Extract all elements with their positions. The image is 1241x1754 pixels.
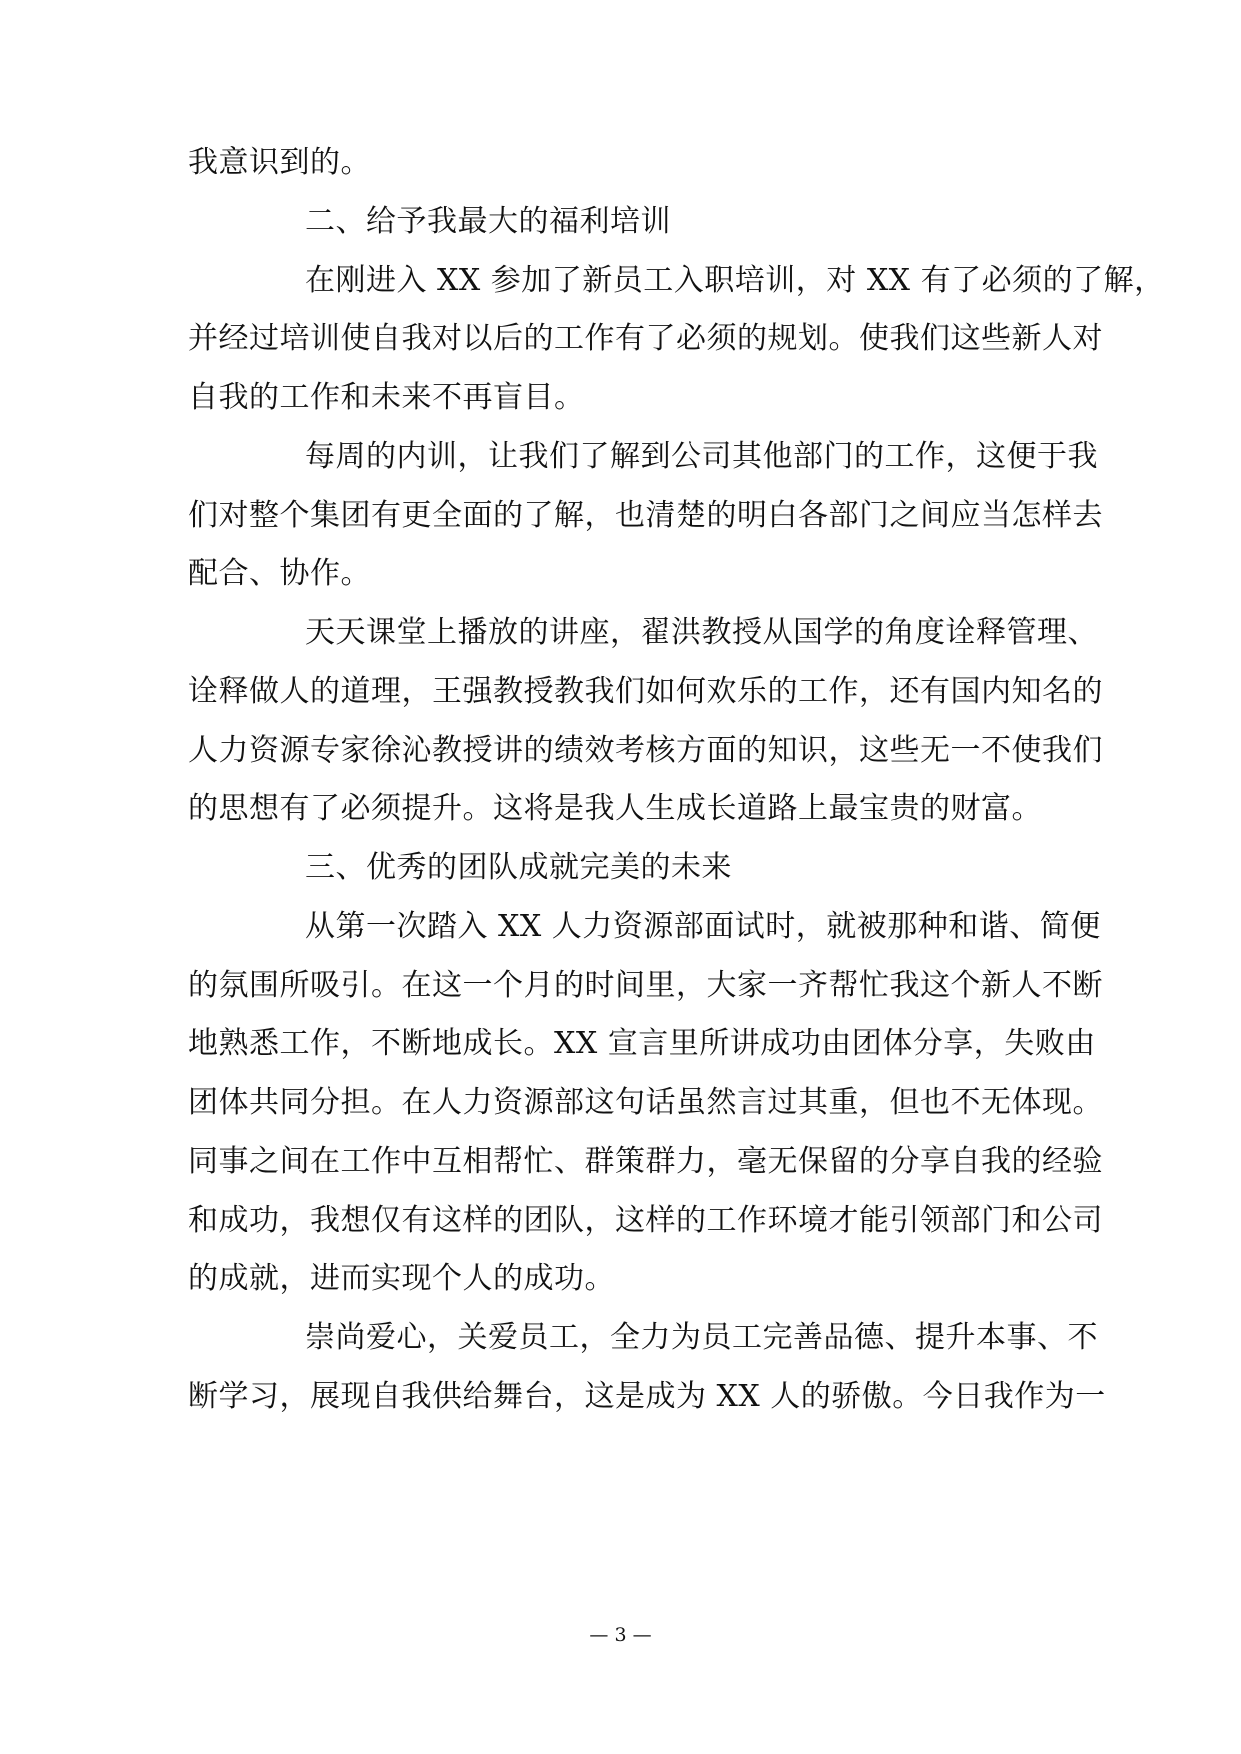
section-heading: 三、优秀的团队成就完美的未来 bbox=[305, 850, 732, 885]
text-line: 的成就，进而实现个人的成功。 bbox=[188, 1261, 615, 1296]
text-line: 诠释做人的道理，王强教授教我们如何欢乐的工作，还有国内知名的 bbox=[188, 674, 1103, 709]
paragraph-first-line: 崇尚爱心，关爱员工，全力为员工完善品德、提升本事、不 bbox=[305, 1320, 1098, 1355]
section-heading: 二、给予我最大的福利培训 bbox=[305, 204, 671, 239]
paragraph-first-line: 从第一次踏入 XX 人力资源部面试时，就被那种和谐、简便 bbox=[305, 909, 1101, 944]
text-line: 和成功，我想仅有这样的团队，这样的工作环境才能引领部门和公司 bbox=[188, 1203, 1103, 1238]
paragraph-first-line: 在刚进入 XX 参加了新员工入职培训，对 XX 有了必须的了解， bbox=[305, 263, 1165, 298]
text-line: 们对整个集团有更全面的了解，也清楚的明白各部门之间应当怎样去 bbox=[188, 498, 1103, 533]
text-line: 我意识到的。 bbox=[188, 145, 371, 180]
text-line: 的氛围所吸引。在这一个月的时间里，大家一齐帮忙我这个新人不断 bbox=[188, 968, 1103, 1003]
text-line: 的思想有了必须提升。这将是我人生成长道路上最宝贵的财富。 bbox=[188, 791, 1042, 826]
page-number: — 3 — bbox=[589, 1624, 652, 1646]
text-line: 人力资源专家徐沁教授讲的绩效考核方面的知识，这些无一不使我们 bbox=[188, 733, 1103, 768]
text-line: 自我的工作和未来不再盲目。 bbox=[188, 380, 585, 415]
text-line: 并经过培训使自我对以后的工作有了必须的规划。使我们这些新人对 bbox=[188, 321, 1103, 356]
paragraph-first-line: 每周的内训，让我们了解到公司其他部门的工作，这便于我 bbox=[305, 439, 1098, 474]
text-line: 同事之间在工作中互相帮忙、群策群力，毫无保留的分享自我的经验 bbox=[188, 1144, 1103, 1179]
text-line: 配合、协作。 bbox=[188, 556, 371, 591]
text-line: 断学习，展现自我供给舞台，这是成为 XX 人的骄傲。今日我作为一 bbox=[188, 1379, 1106, 1414]
text-line: 地熟悉工作，不断地成长。XX 宣言里所讲成功由团体分享，失败由 bbox=[188, 1026, 1096, 1061]
paragraph-first-line: 天天课堂上播放的讲座，翟洪教授从国学的角度诠释管理、 bbox=[305, 615, 1098, 650]
text-line: 团体共同分担。在人力资源部这句话虽然言过其重，但也不无体现。 bbox=[188, 1085, 1103, 1120]
